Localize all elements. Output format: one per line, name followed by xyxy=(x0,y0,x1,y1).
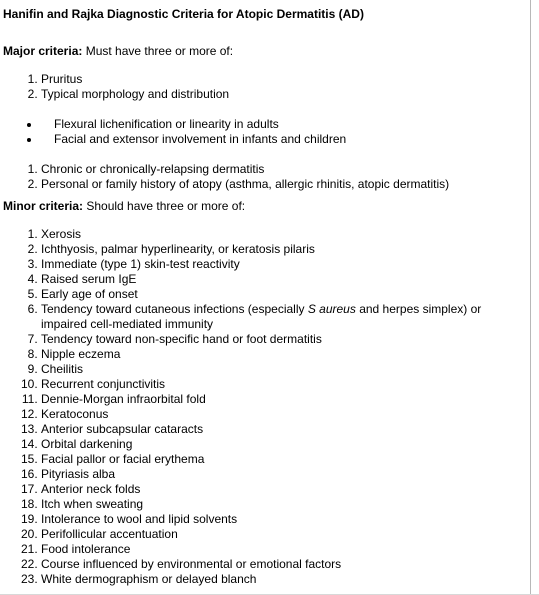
minor-criterion: 17. Anterior neck folds xyxy=(41,482,529,497)
minor-criteria-heading xyxy=(3,199,529,213)
minor-criterion: 1. Xerosis xyxy=(41,227,529,242)
minor-criterion: 23. White dermographism or delayed blanch xyxy=(41,572,529,587)
minor-criterion: 16. Pityriasis alba xyxy=(41,467,529,482)
major-criteria-heading xyxy=(3,44,529,58)
minor-criterion: 11. Dennie-Morgan infraorbital fold xyxy=(41,392,529,407)
page-title: Hanifin and Rajka Diagnostic Criteria for Atopic Dermatitis (AD) xyxy=(3,7,364,21)
right-border xyxy=(530,0,531,595)
major-criteria-list-a xyxy=(3,72,529,102)
major-criterion: 1. Chronic or chronically-relapsing dermatitis xyxy=(41,162,529,177)
minor-criterion: 13. Anterior subcapsular cataracts xyxy=(41,422,529,437)
minor-criterion xyxy=(41,302,529,332)
major-criterion-bullet: • Facial and extensor involvement in infants and children xyxy=(41,132,529,147)
minor-criteria-label: Minor criteria: xyxy=(3,199,84,213)
minor-criterion-text: Tendency toward cutaneous infections (especially xyxy=(41,302,308,316)
minor-criterion: 10. Recurrent conjunctivitis xyxy=(41,377,529,392)
minor-criterion: 9. Cheilitis xyxy=(41,362,529,377)
major-criterion: 2. Typical morphology and distribution xyxy=(41,87,529,102)
minor-criterion: 2. Ichthyosis, palmar hyperlinearity, or keratosis pilaris xyxy=(41,242,529,257)
minor-criterion: 21. Food intolerance xyxy=(41,542,529,557)
minor-criterion: 5. Early age of onset xyxy=(41,287,529,302)
minor-criterion: 22. Course influenced by environmental or emotional factors xyxy=(41,557,529,572)
major-criterion: 2. Personal or family history of atopy (asthma, allergic rhinitis, atopic dermatitis) xyxy=(41,177,529,192)
document xyxy=(3,0,529,587)
minor-criterion-emphasis: S aureus xyxy=(307,302,356,316)
major-criterion: 1. Pruritus xyxy=(41,72,529,87)
major-criteria-text: Must have three or more of: xyxy=(82,44,234,58)
minor-criterion: 20. Perifollicular accentuation xyxy=(41,527,529,542)
major-criteria-bullets xyxy=(3,117,529,147)
minor-criterion: 18. Itch when sweating xyxy=(41,497,529,512)
minor-criterion: 4. Raised serum IgE xyxy=(41,272,529,287)
minor-criterion: 15. Facial pallor or facial erythema xyxy=(41,452,529,467)
minor-criterion: 7. Tendency toward non-specific hand or foot dermatitis xyxy=(41,332,529,347)
major-criterion-bullet: • Flexural lichenification or linearity in adults xyxy=(41,117,529,132)
minor-criterion: 12. Keratoconus xyxy=(41,407,529,422)
minor-criteria-list xyxy=(3,227,529,587)
minor-criterion: 14. Orbital darkening xyxy=(41,437,529,452)
minor-criteria-text: Should have three or more of: xyxy=(83,199,246,213)
minor-criterion: 8. Nipple eczema xyxy=(41,347,529,362)
major-criteria-label: Major criteria: xyxy=(3,44,83,58)
minor-criterion: 3. Immediate (type 1) skin-test reactivity xyxy=(41,257,529,272)
minor-criterion: 19. Intolerance to wool and lipid solvents xyxy=(41,512,529,527)
major-criteria-list-b xyxy=(3,162,529,192)
minor-criterion-text: and herpes simplex) or impaired cell-mediated immunity xyxy=(41,302,482,331)
